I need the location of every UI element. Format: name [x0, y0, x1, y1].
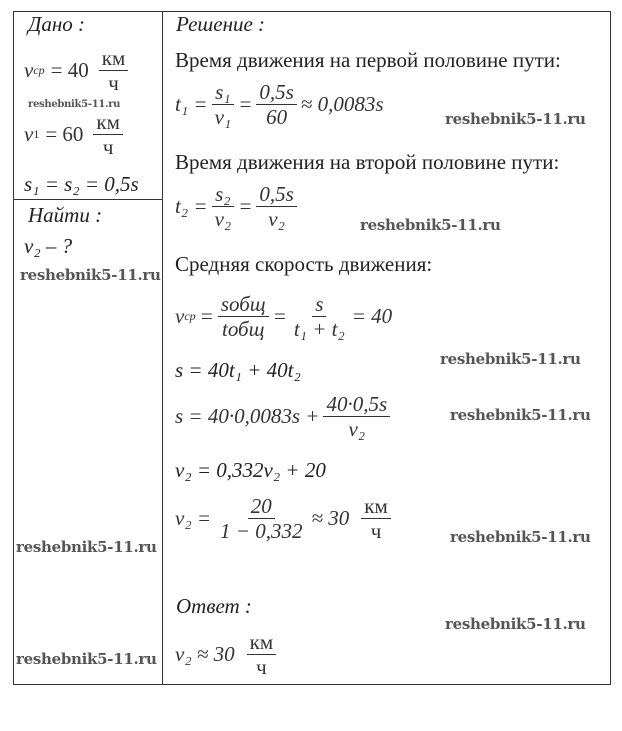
sub: 1	[33, 127, 40, 142]
watermark: reshebnik5-11.ru	[16, 538, 157, 556]
equation-v2-linear: v₂ = 0,332v₂ + 20	[175, 458, 326, 482]
given-v-avg	[24, 46, 132, 95]
given-s: s₁ = s₂ = 0,5s	[24, 172, 139, 196]
den: v₂	[214, 207, 232, 232]
eq-sign: =	[238, 194, 253, 219]
num: 0,5s	[256, 182, 296, 207]
fraction	[256, 182, 296, 231]
num: 20	[248, 494, 275, 519]
unit-den: ч	[108, 71, 119, 96]
watermark: reshebnik5-11.ru	[450, 528, 591, 546]
unit-den: ч	[256, 655, 267, 680]
unit	[99, 46, 129, 95]
den: 1 − 0,332	[220, 519, 303, 544]
var: v	[24, 58, 34, 83]
sub: ср	[184, 309, 196, 324]
num: 40·0,5s	[323, 392, 390, 417]
value: = 60	[45, 122, 84, 147]
unit-den: ч	[102, 135, 114, 160]
sub: ср	[33, 63, 45, 78]
given-title: Дано :	[28, 12, 86, 36]
watermark: reshebnik5-11.ru	[445, 110, 586, 128]
answer-value	[175, 630, 280, 679]
eq-sign: =	[272, 304, 287, 329]
watermark: reshebnik5-11.ru	[360, 216, 501, 234]
den: v₂	[268, 207, 285, 232]
num: 0,5s	[256, 80, 296, 105]
fraction	[323, 392, 390, 441]
rhs: ≈ 0,0083s	[300, 92, 384, 117]
lhs: v₂ =	[175, 506, 212, 531]
solution-line2: Время движения на второй половине пути:	[175, 150, 560, 174]
fraction	[218, 292, 269, 341]
watermark: reshebnik5-11.ru	[445, 615, 586, 633]
value: = 40	[50, 58, 89, 83]
unit	[361, 494, 391, 543]
lhs: v₂ ≈ 30	[175, 642, 235, 667]
find-title: Найти :	[28, 203, 103, 227]
fraction	[212, 80, 235, 129]
rhs: ≈ 30	[311, 506, 350, 531]
num: sобщ	[218, 292, 269, 317]
equation-v2-result	[175, 494, 395, 543]
watermark: reshebnik5-11.ru	[20, 266, 161, 284]
unit	[247, 630, 277, 679]
equation-s-substituted	[175, 392, 394, 441]
den: 60	[266, 105, 288, 130]
num: s₂	[212, 182, 233, 207]
unit-num: км	[93, 110, 123, 135]
find-value: v₂ – ?	[24, 234, 73, 258]
unit-num: км	[361, 494, 391, 519]
fraction	[256, 80, 296, 129]
unit	[93, 110, 123, 159]
watermark: reshebnik5-11.ru	[28, 99, 121, 110]
unit-den: ч	[370, 519, 382, 544]
num: s	[312, 292, 326, 317]
solution-line1: Время движения на первой половине пути:	[175, 48, 561, 72]
unit-num: км	[247, 630, 277, 655]
given-v1	[24, 110, 127, 159]
solution-title: Решение :	[176, 12, 266, 36]
given-find-divider	[13, 199, 163, 200]
num: s₁	[212, 80, 233, 105]
lhs: t₂ =	[175, 194, 208, 219]
equation-t2	[175, 182, 301, 231]
fraction	[212, 182, 235, 231]
den: v₂	[348, 417, 366, 442]
lhs: v	[175, 304, 185, 329]
solution-line3: Средняя скорость движения:	[175, 252, 433, 276]
lhs: s = 40·0,0083s +	[175, 404, 320, 429]
eq-sign: =	[238, 92, 253, 117]
watermark: reshebnik5-11.ru	[450, 406, 591, 424]
fraction	[217, 494, 305, 543]
den: tобщ	[221, 317, 265, 342]
rhs: = 40	[351, 304, 393, 329]
unit-num: км	[99, 46, 129, 71]
lhs: t₁ =	[175, 92, 208, 117]
den: t₁ + t₂	[293, 317, 345, 342]
equation-vavg	[175, 292, 392, 341]
equation-t1	[175, 80, 384, 129]
equation-s: s = 40t₁ + 40t₂	[175, 358, 301, 382]
eq-sign: =	[199, 304, 214, 329]
den: v₁	[214, 105, 232, 130]
column-divider	[162, 11, 163, 684]
answer-title: Ответ :	[176, 594, 252, 618]
watermark: reshebnik5-11.ru	[440, 350, 581, 368]
fraction	[291, 292, 348, 341]
watermark: reshebnik5-11.ru	[16, 650, 157, 668]
var: v	[24, 122, 34, 147]
